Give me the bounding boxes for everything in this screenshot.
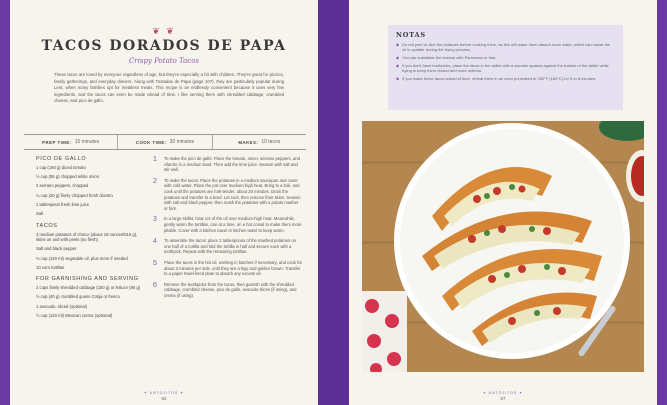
ingredient-item: Salt <box>36 210 44 216</box>
ingredient-item: ½ cup (120 ml) Mexican crema (optional) <box>36 312 113 318</box>
cook-time-value: 30 minutes <box>169 139 195 145</box>
step-text: In a large skillet, heat 1/4 of the oil over medium-high heat. Meanwhile, gently warm the tortillas, one at a time, on a hot comal to make them more pliable. Cover with a kitchen towel or kitchen towel to keep warm. <box>164 216 302 233</box>
bullet-icon: ◆ <box>396 42 400 47</box>
ingredient-item: ⅓ cup (120 ml) vegetable oil, plus more if needed <box>36 255 128 261</box>
ingredient-item: ¼ cup (20 g) finely chopped fresh cilantro <box>36 192 113 198</box>
notes-title: NOTAS <box>396 31 426 39</box>
note-text: Do not peel or dice the potatoes before cooking them, as this will make them absorb more water, which can cause the oil to splatter during the frying process. <box>402 42 611 53</box>
step-number: 5 <box>153 259 157 267</box>
section-name: ✦ ANTOJITOS ✦ <box>143 391 185 395</box>
ingredients-column <box>36 156 146 324</box>
note-item <box>396 42 615 52</box>
ingredient-heading: PICO DE GALLO <box>36 156 87 162</box>
step-number: 3 <box>153 216 157 224</box>
ingredient-item: ½ cup (55 g) chopped white onion <box>36 174 100 180</box>
ingredient-item: 2 serrano peppers, chopped <box>36 183 89 189</box>
note-text: If you make these tacos ahead of time, reheat them in an oven preheated to 350°F (180°C) for 5 to 8 minutes. <box>402 76 597 82</box>
step-number: 1 <box>153 156 157 163</box>
tacos-photo <box>362 121 644 372</box>
floral-ornament-icon: ❦ ❦ <box>152 26 176 36</box>
cook-time-label: COOK TIME: <box>135 139 167 145</box>
left-page <box>10 0 318 405</box>
recipe-intro: These tacos are loved by everyone regardless of age, but they're especially a hit with children. They're great for picnics, family gatherings, and everyday dinners. Along with Tostadas de Papa (page 107), they are particularly popular during Lent, when many families opt for meatless meals. This recipe is an endlessly convenient because it uses very few ingredients, and the tacos can even be made ahead of time. I like serving them with shredded cabbage, crumbled cheese, and pico de gallo. <box>54 72 284 104</box>
tacos-photo-illustration <box>362 121 644 372</box>
step-number: 6 <box>153 281 157 289</box>
page-footer <box>349 391 657 401</box>
prep-time-label: PREP TIME: <box>42 139 72 145</box>
step-text: To make the pico de gallo: Place the tomato, onion, serrano peppers, and cilantro in a medium bowl. Then add the lime juice. Season with salt and stir well. <box>164 156 300 173</box>
recipe-title: TACOS DORADOS DE PAPA <box>41 38 287 54</box>
book-gutter <box>318 0 349 405</box>
bullet-icon: ◆ <box>396 63 400 69</box>
instruction-step <box>153 156 303 173</box>
ingredient-item: 10 corn tortillas <box>36 264 65 270</box>
right-page <box>349 0 657 405</box>
yield <box>213 135 306 149</box>
bullet-icon: ◆ <box>396 76 400 82</box>
note-item <box>396 76 615 81</box>
ingredient-heading: FOR GARNISHING AND SERVING <box>36 276 139 283</box>
ingredient-heading: TACOS <box>36 222 58 229</box>
instruction-step <box>153 178 303 212</box>
ingredient-group-garnish <box>36 276 146 318</box>
note-item <box>396 55 615 60</box>
note-text: If you don't have toothpicks, place the tacos in the skillet with a wooden spatula against the bottom of the skillet while frying to keep them closed and more uniform. <box>402 63 609 74</box>
page-number: 64 <box>161 396 167 401</box>
instructions-column <box>153 156 303 303</box>
ingredient-item: 3 medium potatoes of choice (about 18 ounces/510 g), skins on and with peels (no flesh) <box>36 231 138 243</box>
instruction-step <box>153 216 303 233</box>
step-text: Place the tacos in the hot oil, working in batches if necessary, and cook for about 3 minutes per side, until they are crispy and golden brown. Transfer to a paper towel-lined plate to absorb any excess oil. <box>164 259 302 277</box>
step-number: 4 <box>153 238 157 246</box>
ingredient-item: 1 cup (180 g) diced tomato <box>36 165 86 170</box>
note-item <box>396 63 615 73</box>
ingredient-item: 1 avocado, sliced (optional) <box>36 303 87 309</box>
notes-box <box>388 25 623 110</box>
instruction-step <box>153 282 303 299</box>
page-number: 67 <box>500 396 506 401</box>
prep-time-value: 15 minutes <box>74 139 100 145</box>
ingredient-item: ½ cup (40 g) crumbled queso Cotija or fresco <box>36 294 120 300</box>
ingredient-item: Salt and black pepper <box>36 246 77 252</box>
step-text: To assemble the tacos: place 2 tablespoons of the mashed potatoes on one half of a tortilla and fold the tortilla in half and secure each with a toothpick. Repeat with the remaining tortillas. <box>164 238 296 255</box>
bullet-icon: ◆ <box>396 55 400 61</box>
step-text: Remove the toothpicks from the tacos, then garnish with the shredded cabbage, crumbled cheese, pico de gallo, avocado slices (if using), and crema (if using). <box>164 281 297 298</box>
ingredient-group-pico <box>36 156 146 217</box>
yield-label: MAKES: <box>238 139 259 145</box>
instruction-step <box>153 238 303 255</box>
yield-value: 10 tacos <box>261 139 281 145</box>
note-text: You can substitute the cheese with Parmesan or feta. <box>402 55 497 61</box>
prep-time <box>24 135 118 149</box>
step-number: 2 <box>153 177 157 185</box>
ingredient-item: 1 tablespoon fresh lime juice <box>36 201 90 207</box>
ingredient-group-tacos <box>36 223 146 271</box>
time-bar <box>24 134 306 150</box>
page-footer <box>10 391 318 401</box>
section-name: ✦ ANTOJITOS ✦ <box>482 391 524 395</box>
ingredient-item: 2 cups finely shredded cabbage (150 g) or lettuce (90 g) <box>36 285 141 291</box>
cook-time <box>118 135 212 149</box>
instruction-step <box>153 260 303 277</box>
recipe-subtitle: Crispy Potato Tacos <box>128 57 200 65</box>
step-text: To make the tacos: Place the potatoes in a medium saucepan and cover with cold water. Place the pot over medium-high heat. Bring to a boil, and cook until the potatoes are fork-tender, about 20 minutes. Drain the potatoes and transfer to a bowl. Let cool, then remove their skins. Season with salt and black pepper, then mash the potatoes with a potato masher or fork. <box>164 177 301 211</box>
